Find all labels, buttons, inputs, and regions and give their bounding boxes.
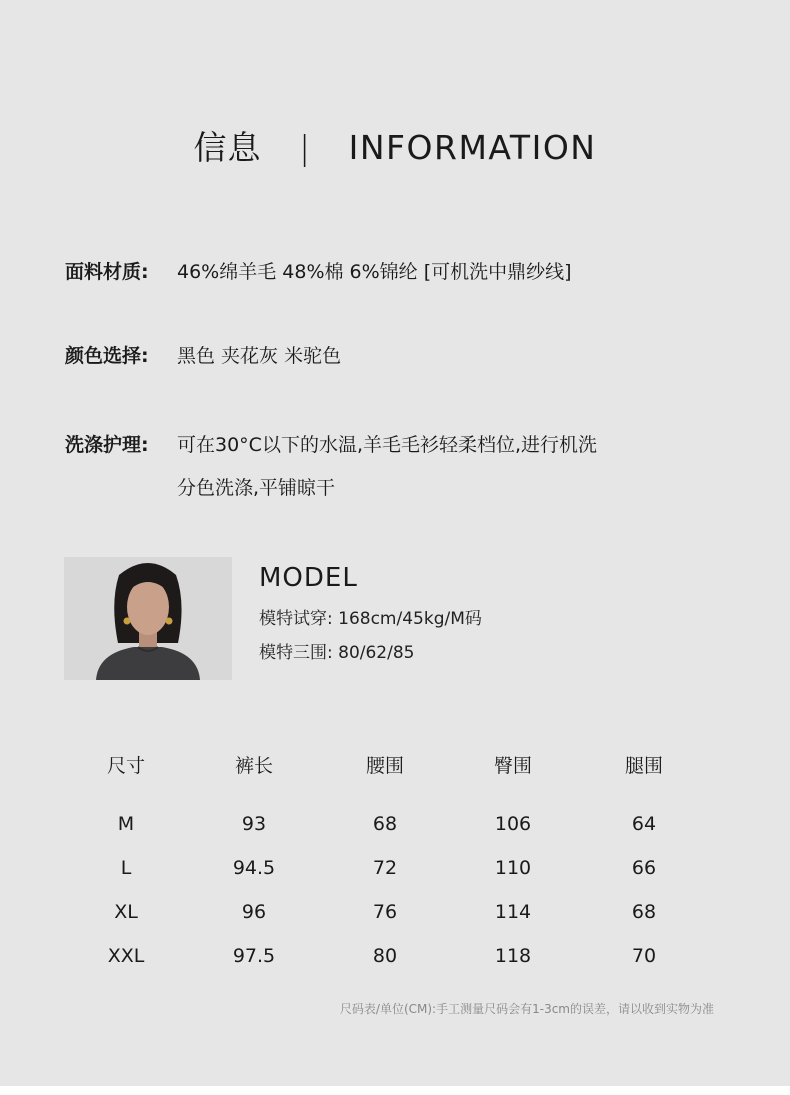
table-cell: 76 (372, 901, 398, 923)
table-cell: L (120, 857, 132, 879)
table-cell: XL (114, 901, 138, 923)
care-label: 洗涤护理: (65, 434, 149, 456)
table-cell: 114 (494, 901, 532, 923)
model-portrait-image (64, 557, 232, 680)
table-row (61, 934, 711, 978)
care-value-line1: 可在30°C以下的水温,羊毛毛衫轻柔档位,进行机洗 (177, 434, 598, 456)
size-table (61, 744, 711, 978)
table-cell: 106 (494, 813, 532, 835)
table-cell: M (117, 813, 135, 835)
header-cell: 臀围 (493, 755, 532, 777)
table-cell: 110 (494, 857, 532, 879)
table-cell: 94.5 (232, 857, 276, 879)
table-cell: 66 (631, 857, 657, 879)
fabric-label: 面料材质: (65, 261, 149, 283)
title-separator: | (299, 128, 312, 167)
table-row (61, 802, 711, 846)
table-cell: 68 (631, 901, 657, 923)
header-cell: 裤长 (234, 755, 273, 777)
model-measurements: 模特三围: 80/62/85 (259, 643, 415, 663)
header-cell: 尺寸 (106, 755, 145, 777)
title-cn: 信息 (193, 128, 262, 167)
table-cell: 96 (241, 901, 267, 923)
header-cell: 腰围 (365, 755, 404, 777)
table-cell: 118 (494, 945, 532, 967)
model-fitting: 模特试穿: 168cm/45kg/M码 (259, 609, 482, 629)
table-row (61, 846, 711, 890)
table-row (61, 890, 711, 934)
size-table-header (61, 744, 711, 802)
table-cell: 80 (372, 945, 398, 967)
care-value-line2: 分色洗涤,平铺晾干 (177, 477, 336, 499)
table-cell: 64 (631, 813, 657, 835)
size-footnote: 尺码表/单位(CM):手工测量尺码会有1-3cm的误差，请以收到实物为准 (339, 1002, 714, 1016)
table-cell: 93 (241, 813, 267, 835)
page-title (0, 122, 790, 169)
model-title: MODEL (259, 563, 358, 593)
table-cell: 97.5 (232, 945, 276, 967)
header-cell: 腿围 (624, 755, 663, 777)
care-value (177, 424, 697, 510)
fabric-value: 46%绵羊毛 48%棉 6%锦纶 [可机洗中鼎纱线] (177, 261, 572, 283)
color-value: 黑色 夹花灰 米驼色 (177, 345, 342, 367)
table-cell: 70 (631, 945, 657, 967)
table-cell: 68 (372, 813, 398, 835)
color-label: 颜色选择: (65, 345, 149, 367)
table-cell: 72 (372, 857, 398, 879)
title-en: INFORMATION (348, 128, 597, 167)
model-photo (64, 557, 232, 680)
table-cell: XXL (107, 945, 145, 967)
